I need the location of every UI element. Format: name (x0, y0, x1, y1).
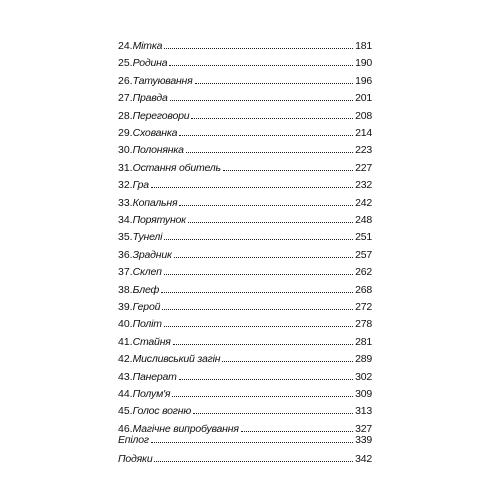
chapter-number: 27. (118, 92, 133, 105)
chapter-number: 44. (118, 388, 133, 400)
chapter-title: Остання обитель (132, 161, 221, 174)
chapter-title: Голос вогню (132, 405, 192, 418)
chapter-number: 26. (118, 74, 133, 87)
chapter-number: 32. (118, 179, 133, 192)
chapter-title: Копальня (132, 196, 178, 209)
toc-entry (118, 247, 372, 261)
toc-entry (118, 55, 372, 69)
page-number: 201 (355, 92, 372, 105)
toc-entry (118, 334, 372, 348)
dot-leader (172, 396, 353, 397)
dot-leader (162, 309, 353, 310)
chapter-number: 24. (118, 40, 133, 52)
toc-entry (118, 316, 372, 330)
dot-leader (170, 100, 353, 101)
dot-leader (188, 222, 353, 223)
toc-entry (118, 108, 372, 122)
page-number: 327 (355, 422, 372, 435)
dot-leader (151, 442, 353, 443)
chapter-title: Правда (132, 92, 168, 105)
chapter-number: 45. (118, 405, 133, 418)
page-number: 302 (355, 370, 372, 383)
page-number: 223 (355, 144, 372, 157)
chapter-number: 33. (118, 196, 133, 209)
chapter-title: Тунелі (132, 231, 163, 244)
chapter-title: Татуювання (132, 74, 193, 87)
chapter-number: 38. (118, 283, 133, 296)
page-number: 232 (355, 179, 372, 192)
dot-leader (179, 379, 353, 380)
chapter-title: Політ (132, 318, 162, 331)
dot-leader (173, 344, 353, 345)
chapter-number: 39. (118, 301, 133, 313)
toc-entry (118, 282, 372, 296)
dot-leader (151, 187, 353, 188)
page-number: 278 (355, 318, 372, 331)
page-number: 242 (355, 196, 372, 209)
chapter-title: Схованка (132, 127, 178, 139)
chapter-number: 25. (118, 57, 133, 70)
chapter-title: Панерат (132, 370, 177, 383)
chapter-title: Родина (132, 57, 168, 70)
toc-entry-epilogue (118, 432, 372, 446)
page-number: 257 (355, 248, 372, 261)
toc-entry (118, 38, 372, 52)
page-number: 227 (355, 161, 372, 174)
toc-entry (118, 177, 372, 191)
toc-entry (118, 299, 372, 313)
toc-entry-acknowledgements (118, 451, 372, 465)
page-number: 272 (355, 301, 372, 313)
page-number: 190 (355, 57, 372, 70)
chapter-number: 36. (118, 248, 133, 261)
toc-entry (118, 369, 372, 383)
chapter-number: 37. (118, 266, 133, 279)
page-number: 214 (355, 127, 372, 139)
toc-entry (118, 264, 372, 278)
chapter-number: 46. (118, 422, 133, 435)
chapter-number: 42. (118, 353, 133, 366)
chapter-title: Герой (132, 301, 161, 313)
dot-leader (195, 83, 354, 84)
chapter-number: 34. (118, 214, 133, 226)
dot-leader (154, 461, 353, 462)
chapter-title: Мітка (132, 40, 163, 52)
toc-entry (118, 351, 372, 365)
page-number: 281 (355, 335, 372, 348)
chapter-number: 31. (118, 161, 133, 174)
dot-leader (174, 257, 353, 258)
chapter-title: Стайня (132, 335, 171, 348)
toc-entry (118, 403, 372, 417)
dot-leader (164, 326, 353, 327)
page-number: 313 (355, 405, 372, 418)
chapter-title: Епілог (118, 434, 149, 446)
page-number: 339 (355, 434, 372, 446)
toc-entry (118, 195, 372, 209)
dot-leader (169, 65, 353, 66)
dot-leader (179, 205, 353, 206)
toc-entry (118, 125, 372, 139)
chapter-title: Склеп (132, 266, 162, 279)
page-number: 248 (355, 214, 372, 226)
chapter-number: 35. (118, 231, 133, 244)
chapter-title: Гра (132, 179, 149, 192)
page-number: 196 (355, 74, 372, 87)
chapter-title: Полонянка (132, 144, 184, 157)
chapter-title: Мисливський загін (132, 353, 221, 366)
chapter-number: 29. (118, 127, 133, 139)
toc-entry (118, 142, 372, 156)
chapter-title: Переговори (132, 109, 190, 122)
dot-leader (223, 170, 353, 171)
chapter-title: Полум'я (132, 388, 171, 400)
dot-leader (179, 135, 353, 136)
dot-leader (222, 361, 353, 362)
page-number: 268 (355, 283, 372, 296)
dot-leader (186, 152, 353, 153)
toc-entry (118, 229, 372, 243)
dot-leader (161, 292, 353, 293)
page-number: 289 (355, 353, 372, 366)
chapter-number: 28. (118, 109, 133, 122)
chapter-title: Блеф (132, 283, 160, 296)
dot-leader (191, 118, 353, 119)
chapter-number: 41. (118, 335, 133, 348)
page-number: 251 (355, 231, 372, 244)
toc-entry (118, 386, 372, 400)
dot-leader (193, 413, 353, 414)
chapter-title: Зрадник (132, 248, 172, 261)
chapter-title: Магічне випробування (132, 422, 239, 435)
toc-entry (118, 90, 372, 104)
page-number: 342 (355, 453, 372, 465)
dot-leader (164, 274, 353, 275)
chapter-title: Порятунок (132, 214, 186, 226)
dot-leader (164, 239, 353, 240)
chapter-title: Подяки (118, 453, 153, 465)
page-number: 309 (355, 388, 372, 400)
page-number: 208 (355, 109, 372, 122)
chapter-number: 30. (118, 144, 133, 157)
toc-entry (118, 212, 372, 226)
page-number: 181 (355, 40, 372, 52)
chapter-number: 40. (118, 318, 133, 331)
toc-entry (118, 73, 372, 87)
page-number: 262 (355, 266, 372, 279)
dot-leader (164, 48, 353, 49)
chapter-number: 43. (118, 370, 133, 383)
toc-entry (118, 160, 372, 174)
